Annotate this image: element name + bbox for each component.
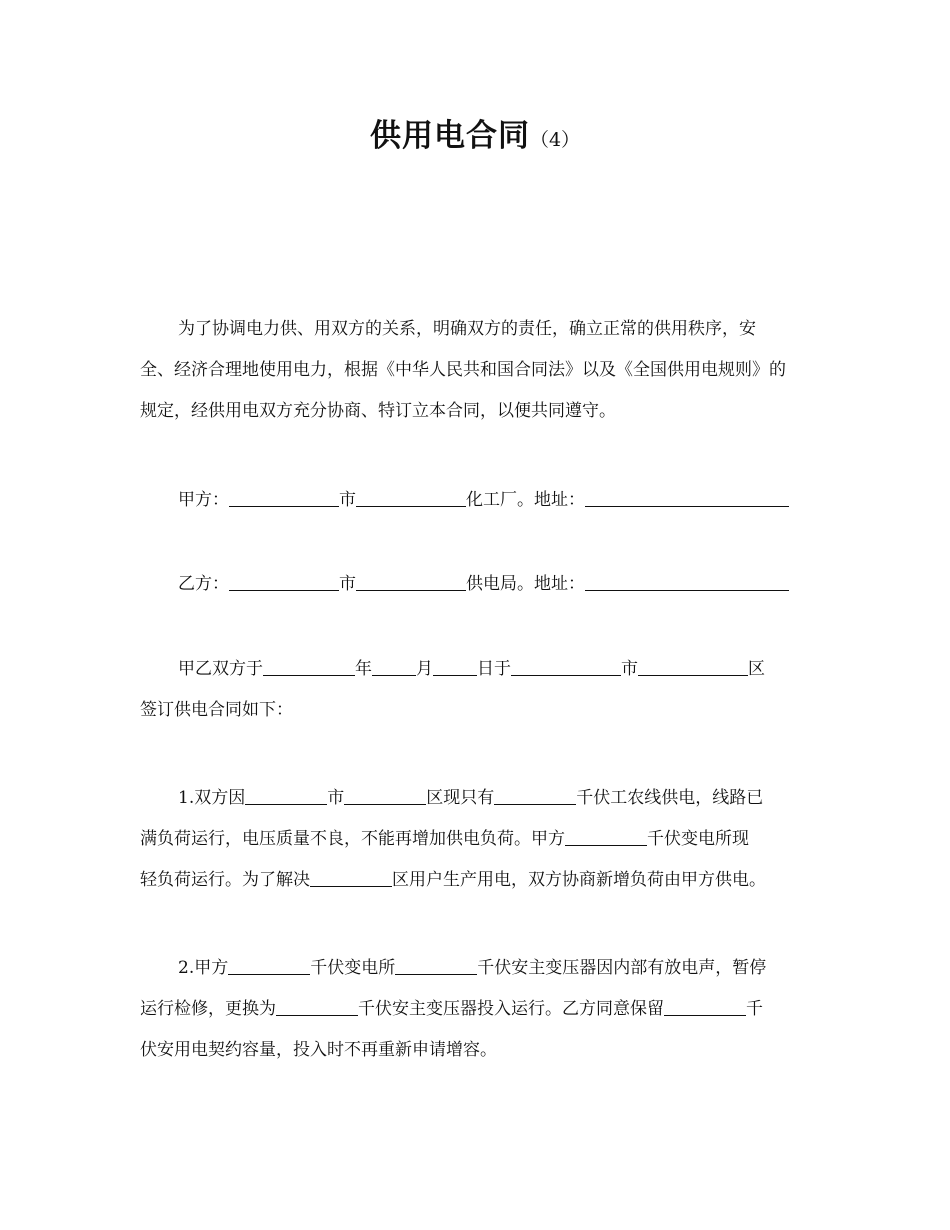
clause-1-text: 市 (327, 788, 345, 808)
clause-2-text: 千伏变电所 (310, 958, 396, 978)
clause-1-city-blank[interactable] (245, 785, 327, 805)
clause-2-new-kva-blank[interactable] (276, 996, 358, 1016)
title-main: 供用电合同 (369, 118, 530, 154)
preamble-line-2: 全、经济合理地使用电力，根据《中华人民共和国合同法》以及《全国供用电规则》的 (140, 360, 786, 380)
party-a-address-blank[interactable] (585, 487, 789, 507)
party-b-city-blank[interactable] (229, 571, 339, 591)
clause-1-line-2 (140, 819, 812, 860)
signing-month-blank[interactable] (372, 656, 416, 676)
clause-2-text: 千伏安主变压器因内部有放电声，暂停 (477, 958, 767, 978)
signing-year-label: 年 (355, 659, 372, 679)
party-b-label: 乙方： (178, 574, 229, 594)
party-a-name-label: 化工厂。地址： (466, 490, 585, 510)
clause-2-text: 运行检修，更换为 (140, 999, 276, 1019)
clause-2-kva-blank[interactable] (395, 955, 477, 975)
clause-2-text: 千伏安主变压器投入运行。乙方同意保留 (358, 999, 664, 1019)
signing-city-blank[interactable] (511, 656, 621, 676)
clause-1-text: 千伏工农线供电，线路已 (576, 788, 764, 808)
signing-district-blank[interactable] (638, 656, 748, 676)
clause-1-line-1 (178, 778, 812, 819)
party-b-line (178, 564, 812, 605)
clause-1-line-3 (140, 860, 812, 901)
signing-line-1 (178, 649, 812, 690)
clause-2-line-3: 伏安用电契约容量，投入时不再重新申请增容。 (140, 1040, 497, 1060)
preamble-line-3: 规定，经供用电双方充分协商、特订立本合同，以便共同遵守。 (140, 401, 616, 421)
party-b-name-blank[interactable] (356, 571, 466, 591)
clause-1-text: 区现只有 (426, 788, 495, 808)
signing-year-blank[interactable] (263, 656, 355, 676)
signing-district-label: 区 (748, 659, 765, 679)
clause-2-text: 千 (746, 999, 763, 1019)
clause-2-reserved-kva-blank[interactable] (664, 996, 746, 1016)
signing-line-2: 签订供电合同如下： (140, 700, 293, 720)
clause-2-line-1 (178, 948, 812, 989)
clause-2-kv-blank[interactable] (228, 955, 310, 975)
clause-2-line-2 (140, 989, 812, 1030)
party-a-city-blank[interactable] (229, 487, 339, 507)
clause-1-text: 轻负荷运行。为了解决 (140, 870, 310, 890)
party-b-address-blank[interactable] (585, 571, 789, 591)
signing-prefix: 甲乙双方于 (178, 659, 263, 679)
signing-month-label: 月 (416, 659, 433, 679)
clause-2-text: 2.甲方 (178, 958, 229, 978)
party-a-line (178, 480, 812, 521)
clause-1-text: 区用户生产用电，双方协商新增负荷由甲方供电。 (392, 870, 766, 890)
party-a-label: 甲方： (178, 490, 229, 510)
party-a-city-label: 市 (339, 490, 356, 510)
signing-day-label: 日于 (477, 659, 511, 679)
clause-1-text: 千伏变电所现 (647, 829, 749, 849)
signing-city-label: 市 (621, 659, 638, 679)
clause-1-district-blank[interactable] (344, 785, 426, 805)
clause-1-kv-blank[interactable] (494, 785, 576, 805)
clause-1-text: 满负荷运行，电压质量不良，不能再增加供电负荷。甲方 (140, 829, 565, 849)
title-suffix: （4） (529, 129, 581, 151)
signing-day-blank[interactable] (433, 656, 477, 676)
party-a-name-blank[interactable] (356, 487, 466, 507)
party-b-city-label: 市 (339, 574, 356, 594)
preamble-line-1: 为了协调电力供、用双方的关系，明确双方的责任，确立正常的供用秩序，安 (178, 319, 756, 339)
document-title (0, 112, 950, 165)
clause-1-district-blank-2[interactable] (310, 867, 392, 887)
clause-1-substation-kv-blank[interactable] (565, 826, 647, 846)
party-b-name-label: 供电局。地址： (466, 574, 585, 594)
clause-1-text: 1.双方因 (178, 788, 246, 808)
